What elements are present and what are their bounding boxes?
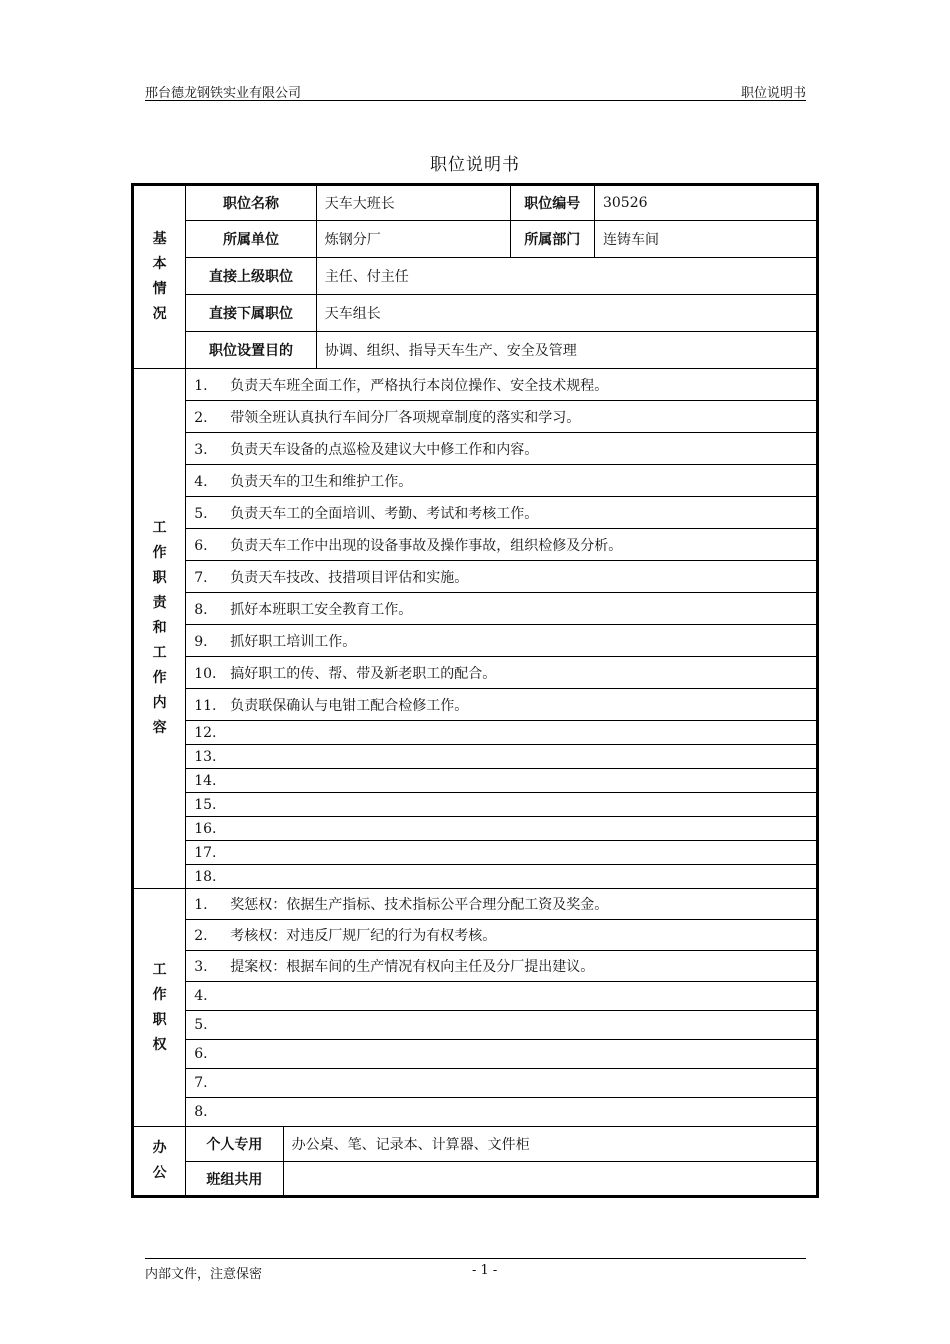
shared-use-label: 班组共用 (186, 1162, 283, 1197)
item-number: 6. (194, 537, 208, 554)
list-item (186, 433, 818, 465)
empty-list-item: 7. (186, 1069, 818, 1098)
section-char: 况 (152, 306, 167, 322)
item-number: 3. (194, 959, 208, 975)
list-item (186, 401, 818, 433)
page-title: 职位说明书 (430, 155, 520, 175)
empty-list-item: 14. (186, 769, 818, 793)
empty-list-item: 12. (186, 721, 818, 745)
item-text: 抓好职工培训工作。 (230, 633, 357, 650)
section-char: 工 (152, 961, 167, 978)
item-text: 提案权：根据车间的生产情况有权向主任及分厂提出建议。 (230, 959, 595, 975)
list-item (186, 920, 818, 951)
unit-label: 所属单位 (186, 221, 317, 258)
section-office (133, 1127, 186, 1197)
empty-list-item: 15. (186, 793, 818, 817)
page-number: - 1 - (472, 1263, 498, 1278)
subordinate-label: 直接下属职位 (186, 295, 317, 332)
section-char: 基 (152, 231, 167, 247)
section-authority (133, 889, 186, 1127)
section-char: 本 (152, 256, 167, 272)
superior-label: 直接上级职位 (186, 258, 317, 295)
position-code-label: 职位编号 (510, 185, 594, 221)
section-char: 作 (152, 670, 167, 686)
section-char: 职 (152, 570, 167, 586)
purpose-label: 职位设置目的 (186, 332, 317, 369)
list-item (186, 369, 818, 401)
section-char: 办 (152, 1140, 167, 1156)
section-char: 内 (152, 695, 167, 711)
item-text: 负责天车的卫生和维护工作。 (230, 473, 413, 490)
purpose-value: 协调、组织、指导天车生产、安全及管理 (316, 332, 817, 369)
item-number: 4. (194, 473, 208, 490)
empty-list-item: 17. (186, 841, 818, 865)
section-char: 责 (152, 595, 167, 611)
section-char: 职 (152, 1011, 167, 1028)
header-doc-type: 职位说明书 (740, 86, 806, 101)
position-name-label: 职位名称 (186, 185, 317, 221)
item-text: 带领全班认真执行车间分厂各项规章制度的落实和学习。 (230, 409, 581, 426)
job-description-table (131, 183, 819, 1198)
list-item (186, 561, 818, 593)
empty-list-item: 13. (186, 745, 818, 769)
empty-list-item: 16. (186, 817, 818, 841)
position-code-value: 30526 (594, 185, 817, 221)
item-text: 搞好职工的传、帮、带及新老职工的配合。 (230, 665, 497, 682)
dept-value: 连铸车间 (594, 221, 817, 258)
empty-list-item: 5. (186, 1011, 818, 1040)
item-text: 奖惩权：依据生产指标、技术指标公平合理分配工资及奖金。 (230, 897, 609, 913)
empty-list-item: 6. (186, 1040, 818, 1069)
item-text: 负责天车班全面工作，严格执行本岗位操作、安全技术规程。 (230, 377, 609, 394)
list-item (186, 593, 818, 625)
item-number: 8. (194, 601, 208, 618)
page-header (145, 80, 806, 101)
subordinate-value: 天车组长 (316, 295, 817, 332)
list-item (186, 625, 818, 657)
item-text: 负责天车设备的点巡检及建议大中修工作和内容。 (230, 441, 539, 458)
list-item (186, 529, 818, 561)
superior-value: 主任、付主任 (316, 258, 817, 295)
item-number: 1. (194, 377, 208, 394)
section-char: 工 (152, 645, 167, 661)
list-item (186, 889, 818, 920)
item-text: 考核权：对违反厂规厂纪的行为有权考核。 (230, 928, 497, 944)
section-char: 工 (152, 520, 167, 536)
section-duties (133, 369, 186, 889)
item-number: 10. (194, 665, 217, 682)
section-char: 权 (152, 1036, 167, 1053)
section-char: 和 (152, 620, 167, 636)
company-name: 邢台德龙钢铁实业有限公司 (145, 86, 302, 101)
item-number: 2. (194, 928, 208, 944)
list-item (186, 951, 818, 982)
item-text: 负责天车技改、技措项目评估和实施。 (230, 569, 469, 586)
section-basic-info (133, 185, 186, 369)
item-text: 负责天车工的全面培训、考勤、考试和考核工作。 (230, 505, 539, 522)
item-number: 9. (194, 633, 208, 650)
empty-list-item: 4. (186, 982, 818, 1011)
item-number: 11. (194, 697, 217, 714)
item-number: 2. (194, 409, 208, 426)
list-item (186, 497, 818, 529)
item-text: 负责联保确认与电钳工配合检修工作。 (230, 697, 469, 714)
shared-use-value (283, 1162, 817, 1197)
dept-label: 所属部门 (510, 221, 594, 258)
list-item (186, 689, 818, 721)
item-text: 抓好本班职工安全教育工作。 (230, 601, 413, 618)
item-number: 3. (194, 441, 208, 458)
item-number: 1. (194, 897, 208, 913)
item-number: 5. (194, 505, 208, 522)
empty-list-item: 8. (186, 1098, 818, 1127)
position-name-value: 天车大班长 (316, 185, 510, 221)
item-number: 7. (194, 569, 208, 586)
personal-use-label: 个人专用 (186, 1127, 283, 1162)
confidential-note: 内部文件，注意保密 (145, 1267, 263, 1282)
unit-value: 炼钢分厂 (316, 221, 510, 258)
section-char: 作 (152, 986, 167, 1003)
item-text: 负责天车工作中出现的设备事故及操作事故，组织检修及分析。 (230, 537, 623, 554)
personal-use-value: 办公桌、笔、记录本、计算器、文件柜 (283, 1127, 817, 1162)
list-item (186, 465, 818, 497)
list-item (186, 657, 818, 689)
empty-list-item: 18. (186, 865, 818, 889)
section-char: 情 (152, 281, 167, 297)
section-char: 公 (152, 1165, 167, 1181)
section-char: 作 (152, 545, 167, 561)
section-char: 容 (152, 720, 167, 736)
page-footer (145, 1258, 806, 1282)
